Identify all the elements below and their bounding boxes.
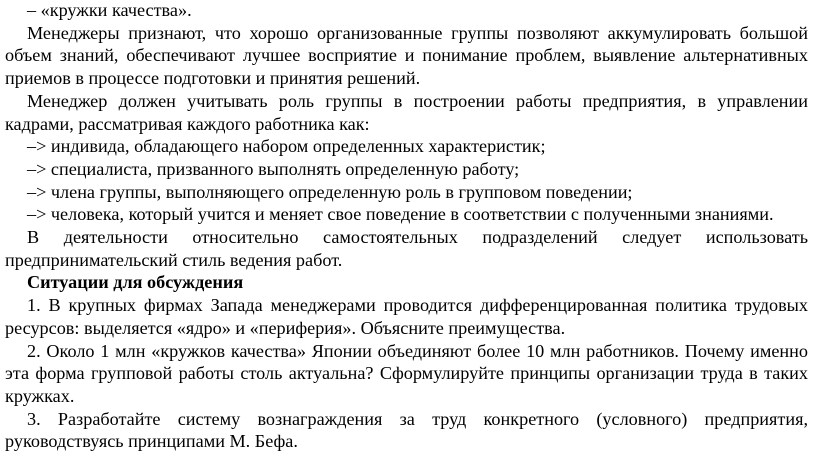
list-item-specialist: –> специалиста, призванного выполнять определенную работу; bbox=[27, 158, 520, 179]
paragraph-quality-circles: – «кружки качества». bbox=[27, 0, 192, 20]
paragraph-entrepreneurial-style: В деятельности относительно самостоятельных подразделений следует использовать предпринимательский стиль ведения работ. bbox=[5, 227, 808, 270]
discussion-item-1: 1. В крупных фирмах Запада менеджерами проводится дифференцированная политика трудовых ресурсов: выделяется «ядро» и «периферия». Объясните преимущества. bbox=[5, 295, 808, 338]
list-item-group-member: –> члена группы, выполняющего определенную роль в групповом поведении; bbox=[27, 181, 633, 202]
paragraph-managers-recognize: Менеджеры признают, что хорошо организованные группы позволяют аккумулировать большой объем знаний, обеспечивают лучшее восприятие и понимание проблем, выявление альтернативных приемов в процессе подготовки и принятия решений. bbox=[5, 22, 808, 89]
paragraph-manager-role: Менеджер должен учитывать роль группы в построении работы предприятия, в управлении кадрами, рассматривая каждого работника как: bbox=[5, 90, 808, 134]
list-item-individual: –> индивида, обладающего набором определенных характеристик; bbox=[27, 136, 546, 157]
discussion-item-3: 3. Разработайте систему вознаграждения за труд конкретного (условного) предприятия, руководствуясь принципами М. Бефа. bbox=[5, 408, 808, 452]
list-item-person: –> человека, который учится и меняет свое поведение в соответствии с полученными знаниями. bbox=[27, 204, 774, 225]
discussion-item-2: 2. Около 1 млн «кружков качества» Японии объединяют более 10 млн работников. Почему именно эта форма групповой работы столь актуальна? Сформулируйте принципы организации труда в таких кружках. bbox=[5, 340, 808, 406]
section-heading-discussion: Ситуации для обсуждения bbox=[27, 272, 244, 293]
